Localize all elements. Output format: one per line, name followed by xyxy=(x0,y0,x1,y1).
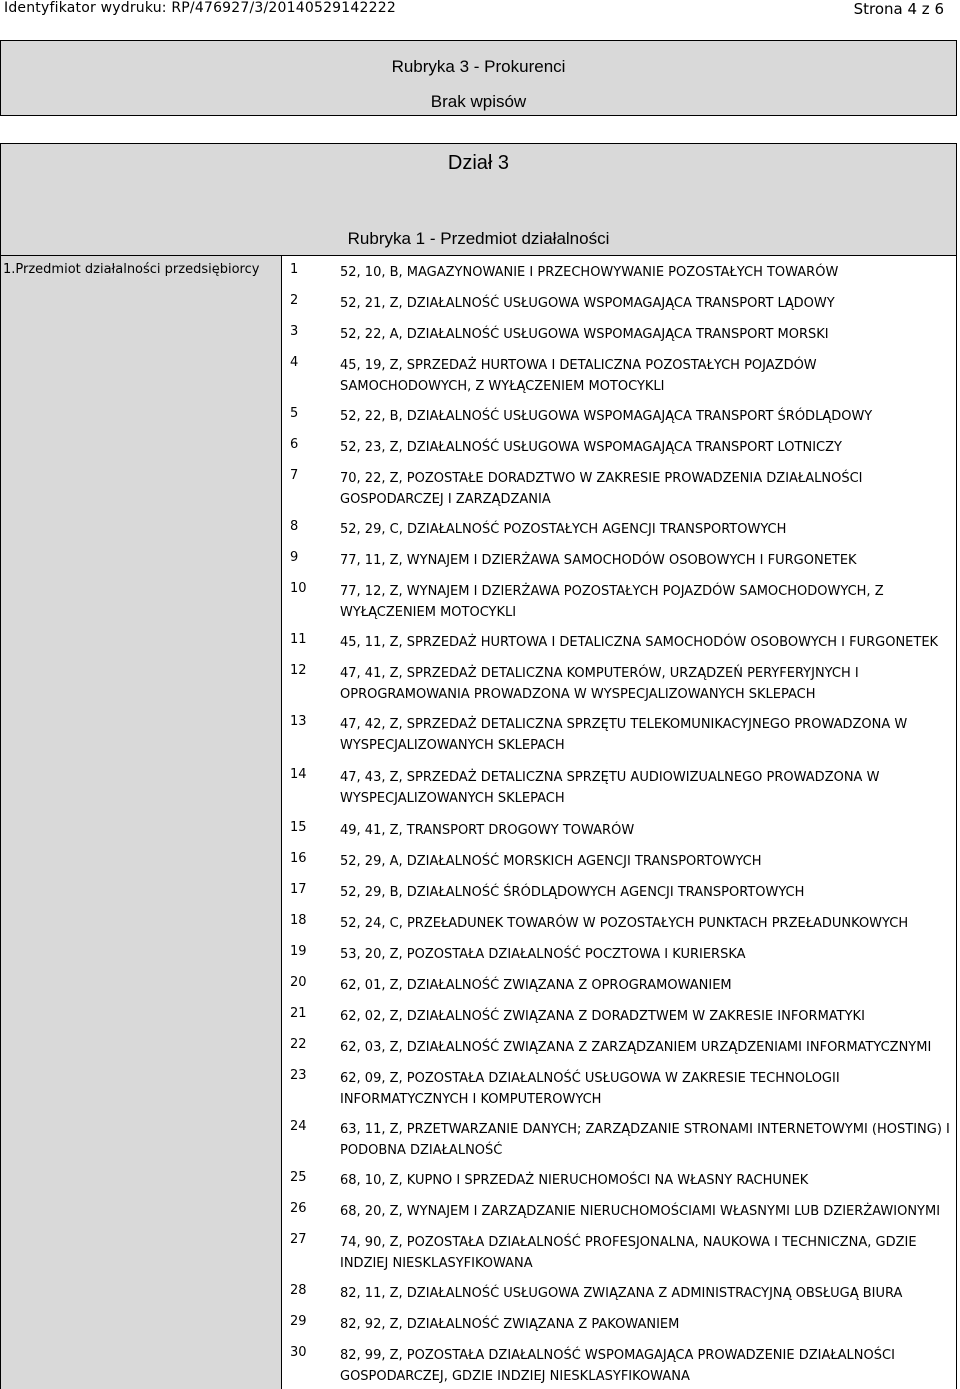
item-number: 21 xyxy=(290,1006,307,1021)
item-text: 62, 01, Z, DZIAŁALNOŚĆ ZWIĄZANA Z OPROGRAMOWANIEM xyxy=(340,978,732,993)
item-text: 70, 22, Z, POZOSTAŁE DORADZTWO W ZAKRESIE PROWADZENIA DZIAŁALNOŚCI GOSPODARCZEJ I ZARZĄDZANIA xyxy=(340,471,863,507)
item-number: 18 xyxy=(290,913,307,928)
page-number: Strona 4 z 6 xyxy=(853,0,944,18)
item-text: 74, 90, Z, POZOSTAŁA DZIAŁALNOŚĆ PROFESJONALNA, NAUKOWA I TECHNICZNA, GDZIE INDZIEJ NIESKLASYFIKOWANA xyxy=(340,1235,917,1271)
item-text: 53, 20, Z, POZOSTAŁA DZIAŁALNOŚĆ POCZTOWA I KURIERSKA xyxy=(340,947,746,962)
item-text: 52, 21, Z, DZIAŁALNOŚĆ USŁUGOWA WSPOMAGAJĄCA TRANSPORT LĄDOWY xyxy=(340,296,835,311)
item-number: 14 xyxy=(290,767,307,782)
item-number: 9 xyxy=(290,550,299,565)
item-number: 8 xyxy=(290,519,299,534)
item-text: 68, 20, Z, WYNAJEM I ZARZĄDZANIE NIERUCHOMOŚCIAMI WŁASNYMI LUB DZIERŻAWIONYMI xyxy=(340,1204,941,1219)
item-text: 47, 41, Z, SPRZEDAŻ DETALICZNA KOMPUTERÓW, URZĄDZEŃ PERYFERYJNYCH I OPROGRAMOWANIA PROWADZONA W WYSPECJALIZOWANYCH SKLEPACH xyxy=(340,666,859,702)
item-number: 15 xyxy=(290,820,307,835)
prokurenci-section xyxy=(0,40,957,116)
item-text: 82, 99, Z, POZOSTAŁA DZIAŁALNOŚĆ WSPOMAGAJĄCA PROWADZENIE DZIAŁALNOŚCI GOSPODARCZEJ, GDZIE INDZIEJ NIESKLASYFIKOWANA xyxy=(340,1348,895,1384)
item-text: 47, 42, Z, SPRZEDAŻ DETALICZNA SPRZĘTU TELEKOMUNIKACYJNEGO PROWADZONA W WYSPECJALIZOWANYCH SKLEPACH xyxy=(340,717,908,753)
item-text: 52, 24, C, PRZEŁADUNEK TOWARÓW W POZOSTAŁYCH PUNKTACH PRZEŁADUNKOWYCH xyxy=(340,916,909,931)
item-number: 22 xyxy=(290,1037,307,1052)
item-text: 52, 10, B, MAGAZYNOWANIE I PRZECHOWYWANIE POZOSTAŁYCH TOWARÓW xyxy=(340,265,839,280)
print-identifier: Identyfikator wydruku: RP/476927/3/20140529142222 xyxy=(4,0,396,16)
item-text: 52, 22, A, DZIAŁALNOŚĆ USŁUGOWA WSPOMAGAJĄCA TRANSPORT MORSKI xyxy=(340,327,829,342)
item-text: 45, 11, Z, SPRZEDAŻ HURTOWA I DETALICZNA SAMOCHODÓW OSOBOWYCH I FURGONETEK xyxy=(340,635,939,650)
item-number: 13 xyxy=(290,714,307,729)
print-header xyxy=(0,0,960,22)
item-number: 25 xyxy=(290,1170,307,1185)
item-text: 49, 41, Z, TRANSPORT DROGOWY TOWARÓW xyxy=(340,823,635,838)
dzial-title: Dział 3 xyxy=(447,152,510,174)
field-label-column xyxy=(0,256,282,1389)
item-text: 62, 02, Z, DZIAŁALNOŚĆ ZWIĄZANA Z DORADZTWEM W ZAKRESIE INFORMATYKI xyxy=(340,1009,865,1024)
item-text: 52, 23, Z, DZIAŁALNOŚĆ USŁUGOWA WSPOMAGAJĄCA TRANSPORT LOTNICZY xyxy=(340,440,842,455)
item-text: 47, 43, Z, SPRZEDAŻ DETALICZNA SPRZĘTU AUDIOWIZUALNEGO PROWADZONA W WYSPECJALIZOWANYCH SKLEPACH xyxy=(340,770,880,806)
item-number: 4 xyxy=(290,355,299,370)
field-label: 1.Przedmiot działalności przedsiębiorcy xyxy=(3,262,260,277)
item-number: 6 xyxy=(290,437,299,452)
item-number: 29 xyxy=(290,1314,307,1329)
item-number: 7 xyxy=(290,468,299,483)
item-text: 63, 11, Z, PRZETWARZANIE DANYCH; ZARZĄDZANIE STRONAMI INTERNETOWYMI (HOSTING) I PODOBNA DZIAŁALNOŚĆ xyxy=(340,1122,950,1158)
item-text: 68, 10, Z, KUPNO I SPRZEDAŻ NIERUCHOMOŚCI NA WŁASNY RACHUNEK xyxy=(340,1173,809,1188)
item-text: 52, 29, A, DZIAŁALNOŚĆ MORSKICH AGENCJI TRANSPORTOWYCH xyxy=(340,854,762,869)
item-number: 1 xyxy=(290,262,299,277)
item-text: 82, 11, Z, DZIAŁALNOŚĆ USŁUGOWA ZWIĄZANA Z ADMINISTRACYJNĄ OBSŁUGĄ BIURA xyxy=(340,1286,903,1301)
dzial-section xyxy=(0,143,957,256)
item-number: 2 xyxy=(290,293,299,308)
item-number: 30 xyxy=(290,1345,307,1360)
item-number: 23 xyxy=(290,1068,307,1083)
item-text: 62, 03, Z, DZIAŁALNOŚĆ ZWIĄZANA Z ZARZĄDZANIEM URZĄDZENIAMI INFORMATYCZNYMI xyxy=(340,1040,932,1055)
item-text: 45, 19, Z, SPRZEDAŻ HURTOWA I DETALICZNA POZOSTAŁYCH POJAZDÓW SAMOCHODOWYCH, Z WYŁĄCZENIEM MOTOCYKLI xyxy=(340,358,817,394)
item-number: 10 xyxy=(290,581,307,596)
item-number: 11 xyxy=(290,632,307,647)
item-number: 5 xyxy=(290,406,299,421)
dzial-subtitle: Rubryka 1 - Przedmiot działalności xyxy=(347,229,610,248)
item-text: 82, 92, Z, DZIAŁALNOŚĆ ZWIĄZANA Z PAKOWANIEM xyxy=(340,1317,680,1332)
prokurenci-title: Rubryka 3 - Prokurenci xyxy=(391,57,566,76)
item-number: 20 xyxy=(290,975,307,990)
item-text: 52, 22, B, DZIAŁALNOŚĆ USŁUGOWA WSPOMAGAJĄCA TRANSPORT ŚRÓDLĄDOWY xyxy=(340,409,873,424)
item-text: 77, 12, Z, WYNAJEM I DZIERŻAWA POZOSTAŁYCH POJAZDÓW SAMOCHODOWYCH, Z WYŁĄCZENIEM MOTOCYKLI xyxy=(340,584,884,620)
prokurenci-note: Brak wpisów xyxy=(430,92,527,111)
item-number: 26 xyxy=(290,1201,307,1216)
item-number: 3 xyxy=(290,324,299,339)
item-number: 17 xyxy=(290,882,307,897)
item-number: 12 xyxy=(290,663,307,678)
item-number: 28 xyxy=(290,1283,307,1298)
item-text: 62, 09, Z, POZOSTAŁA DZIAŁALNOŚĆ USŁUGOWA W ZAKRESIE TECHNOLOGII INFORMATYCZNYCH I KOMPUTEROWYCH xyxy=(340,1071,840,1107)
item-number: 27 xyxy=(290,1232,307,1247)
item-number: 19 xyxy=(290,944,307,959)
item-number: 16 xyxy=(290,851,307,866)
item-number: 24 xyxy=(290,1119,307,1134)
item-text: 52, 29, C, DZIAŁALNOŚĆ POZOSTAŁYCH AGENCJI TRANSPORTOWYCH xyxy=(340,522,787,537)
item-text: 77, 11, Z, WYNAJEM I DZIERŻAWA SAMOCHODÓW OSOBOWYCH I FURGONETEK xyxy=(340,553,857,568)
item-text: 52, 29, B, DZIAŁALNOŚĆ ŚRÓDLĄDOWYCH AGENCJI TRANSPORTOWYCH xyxy=(340,885,805,900)
